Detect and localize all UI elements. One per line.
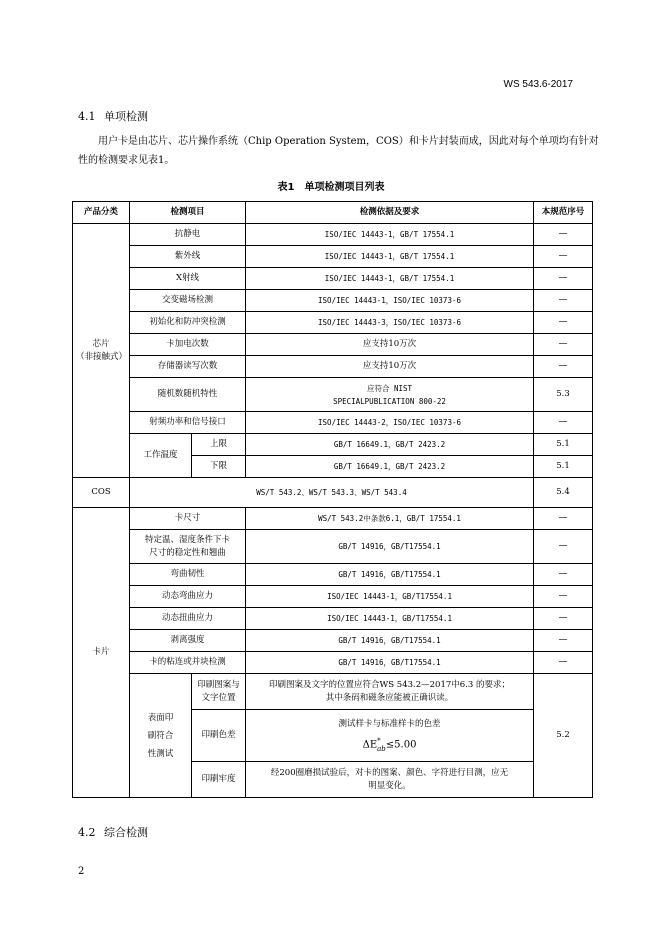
header-category: 产品分类 xyxy=(73,202,130,224)
header-clause: 本规范序号 xyxy=(534,202,593,224)
item-cell: 特定温、湿度条件下卡 尺寸的稳定性和翘曲 xyxy=(130,530,246,564)
section-number: 4.1 xyxy=(78,110,96,123)
requirement-cell: GB/T 14916，GB/T17554.1 xyxy=(246,530,534,564)
table-row xyxy=(73,268,593,290)
table-row xyxy=(73,334,593,356)
table-row xyxy=(73,246,593,268)
table-row xyxy=(73,630,593,652)
clause-cell: — xyxy=(534,630,593,652)
clause-cell: — xyxy=(534,312,593,334)
sub-item-cell: 上限 xyxy=(192,434,246,456)
section-number: 4.2 xyxy=(78,826,96,839)
requirement-cell: ISO/IEC 14443-1，ISO/IEC 10373-6 xyxy=(246,290,534,312)
requirement-cell: ISO/IEC 14443-3，ISO/IEC 10373-6 xyxy=(246,312,534,334)
requirement-cell: 应符合 NIST SPECIALPUBLICATION 800-22 xyxy=(246,378,534,412)
requirement-cell: ISO/IEC 14443-1，GB/T17554.1 xyxy=(246,608,534,630)
table-row xyxy=(73,478,593,508)
inspection-items-table xyxy=(72,201,593,798)
clause-cell: 5.3 xyxy=(534,378,593,412)
item-cell: 动态扭曲应力 xyxy=(130,608,246,630)
item-cell: 剥离强度 xyxy=(130,630,246,652)
formula-symbol: ΔE xyxy=(362,739,378,751)
item-cell: 存储器读写次数 xyxy=(130,356,246,378)
requirement-cell xyxy=(246,710,534,762)
requirement-cell: ISO/IEC 14443-1，GB/T 17554.1 xyxy=(246,268,534,290)
table-caption: 表1 单项检测项目列表 xyxy=(277,182,385,193)
requirement-cell: 经200圈磨损试验后，对卡的图案、颜色、字符进行目测，应无 明显变化。 xyxy=(246,762,534,798)
clause-cell: — xyxy=(534,290,593,312)
clause-cell: 5.2 xyxy=(534,674,593,798)
clause-cell: — xyxy=(534,652,593,674)
clause-cell: — xyxy=(534,246,593,268)
requirement-cell: ISO/IEC 14443-1，GB/T 17554.1 xyxy=(246,246,534,268)
item-cell: 卡尺寸 xyxy=(130,508,246,530)
formula-condition: ≤5.00 xyxy=(385,739,417,751)
table-row xyxy=(73,652,593,674)
category-chip: 芯片 （非接触式） xyxy=(73,224,130,478)
table-row xyxy=(73,586,593,608)
clause-cell: 5.1 xyxy=(534,456,593,478)
clause-cell: — xyxy=(534,412,593,434)
requirement-cell: GB/T 14916，GB/T17554.1 xyxy=(246,652,534,674)
formula-superscript: * xyxy=(377,737,381,745)
item-cell: 交变磁场检测 xyxy=(130,290,246,312)
clause-cell: — xyxy=(534,356,593,378)
sub-item-cell: 印刷色差 xyxy=(192,710,246,762)
category-cos: COS xyxy=(73,478,130,508)
requirement-cell: GB/T 14916，GB/T17554.1 xyxy=(246,564,534,586)
item-cell: 抗静电 xyxy=(130,224,246,246)
sub-item-cell: 印刷图案与 文字位置 xyxy=(192,674,246,710)
requirement-cell: 应支持10万次 xyxy=(246,356,534,378)
requirement-cell: GB/T 16649.1，GB/T 2423.2 xyxy=(246,434,534,456)
requirement-cell: ISO/IEC 14443-1，GB/T 17554.1 xyxy=(246,224,534,246)
clause-cell: — xyxy=(534,268,593,290)
item-cell: 射频功率和信号接口 xyxy=(130,412,246,434)
item-cell: 卡加电次数 xyxy=(130,334,246,356)
requirement-cell: WS/T 543.2中条款6.1，GB/T 17554.1 xyxy=(246,508,534,530)
requirement-cell: GB/T 16649.1，GB/T 2423.2 xyxy=(246,456,534,478)
table-row xyxy=(73,608,593,630)
table-row xyxy=(73,378,593,412)
formula-subscript: ab xyxy=(377,745,386,753)
table-row xyxy=(73,674,593,710)
clause-cell: — xyxy=(534,224,593,246)
requirement-cell: ISO/IEC 14443-1，GB/T17554.1 xyxy=(246,586,534,608)
section-heading-4-2 xyxy=(78,824,148,840)
print-test-label: 表面印 刷符合 性测试 xyxy=(130,674,192,798)
table-row xyxy=(73,434,593,456)
item-cell: 卡的粘连或并块检测 xyxy=(130,652,246,674)
table-row xyxy=(73,530,593,564)
table-row xyxy=(73,508,593,530)
requirement-cell: ISO/IEC 14443-2，ISO/IEC 10373-6 xyxy=(246,412,534,434)
table-row xyxy=(73,356,593,378)
clause-cell: 5.4 xyxy=(534,478,593,508)
clause-cell: 5.1 xyxy=(534,434,593,456)
item-cell: 动态弯曲应力 xyxy=(130,586,246,608)
body-paragraph: 用户卡是由芯片、芯片操作系统（Chip Operation System，COS）和卡片封装而成，因此对每个单项均有针对性的检测要求见表1。 xyxy=(78,136,599,166)
section-title: 综合检测 xyxy=(104,826,148,839)
sub-item-cell: 下限 xyxy=(192,456,246,478)
table-row xyxy=(73,224,593,246)
requirement-cell: GB/T 14916，GB/T17554.1 xyxy=(246,630,534,652)
clause-cell: — xyxy=(534,608,593,630)
table-header-row xyxy=(73,202,593,224)
document-code: WS 543.6-2017 xyxy=(503,79,573,90)
clause-cell: — xyxy=(534,586,593,608)
clause-cell: — xyxy=(534,508,593,530)
section-title: 单项检测 xyxy=(104,110,148,123)
clause-cell: — xyxy=(534,564,593,586)
requirement-cell: 印刷图案及文字的位置应符合WS 543.2—2017中6.3 的要求； 其中条码和磁条应能被正确识读。 xyxy=(246,674,534,710)
color-diff-formula xyxy=(249,737,530,753)
item-cell: 随机数随机特性 xyxy=(130,378,246,412)
category-card: 卡片 xyxy=(73,508,130,798)
item-cell: 初始化和防冲突检测 xyxy=(130,312,246,334)
table-row xyxy=(73,290,593,312)
clause-cell: — xyxy=(534,334,593,356)
section-heading-4-1 xyxy=(78,108,148,124)
item-cell: 紫外线 xyxy=(130,246,246,268)
requirement-cell: 应支持10万次 xyxy=(246,334,534,356)
color-diff-text: 测试样卡与标准样卡的色差 xyxy=(338,719,441,729)
table-row xyxy=(73,564,593,586)
table-row xyxy=(73,312,593,334)
page-number: 2 xyxy=(78,866,85,877)
header-requirement: 检测依据及要求 xyxy=(246,202,534,224)
temp-label-cell: 工作温度 xyxy=(130,434,192,478)
item-cell: 弯曲韧性 xyxy=(130,564,246,586)
item-cell: X射线 xyxy=(130,268,246,290)
sub-item-cell: 印刷牢度 xyxy=(192,762,246,798)
table-row xyxy=(73,412,593,434)
requirement-cell: WS/T 543.2、WS/T 543.3、WS/T 543.4 xyxy=(130,478,534,508)
clause-cell: — xyxy=(534,530,593,564)
header-item: 检测项目 xyxy=(130,202,246,224)
